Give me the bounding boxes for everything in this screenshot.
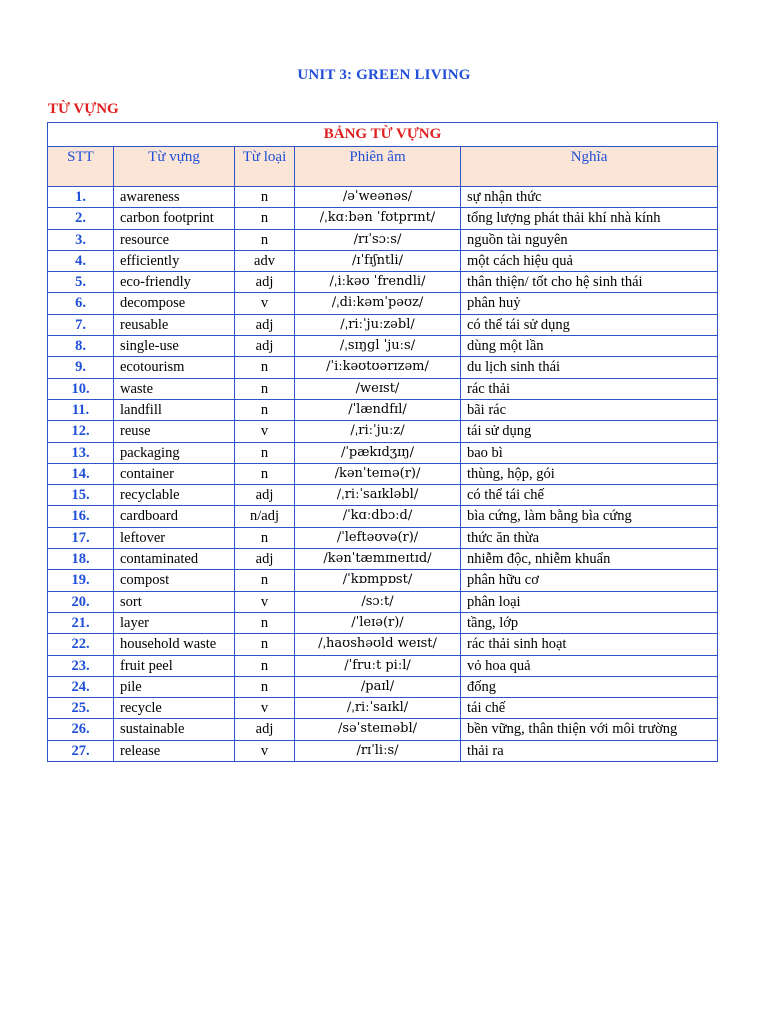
table-row — [48, 421, 718, 442]
table-row — [48, 527, 718, 548]
table-row — [48, 229, 718, 250]
row-part-of-speech: v — [235, 740, 295, 761]
header-stt: STT — [48, 147, 114, 187]
row-meaning: có thể tái chế — [461, 485, 718, 506]
row-number: 23. — [48, 655, 114, 676]
row-part-of-speech: adj — [235, 336, 295, 357]
row-meaning: tái chế — [461, 698, 718, 719]
table-row — [48, 463, 718, 484]
row-number: 25. — [48, 698, 114, 719]
row-part-of-speech: n — [235, 570, 295, 591]
row-part-of-speech: n — [235, 655, 295, 676]
table-row — [48, 378, 718, 399]
row-part-of-speech: n — [235, 442, 295, 463]
row-pronunciation: /rɪˈsɔːs/ — [295, 229, 461, 250]
table-body — [48, 187, 718, 762]
row-part-of-speech: n — [235, 378, 295, 399]
row-meaning: phân hữu cơ — [461, 570, 718, 591]
row-pronunciation: /ˌhaʊshəʊld weɪst/ — [295, 634, 461, 655]
row-meaning: có thể tái sử dụng — [461, 314, 718, 335]
row-pronunciation: /ˈkɑːdbɔːd/ — [295, 506, 461, 527]
vocabulary-table — [47, 122, 718, 762]
row-pronunciation: /ˌriːˈsaɪkləbl/ — [295, 485, 461, 506]
row-word: fruit peel — [114, 655, 235, 676]
row-part-of-speech: n — [235, 229, 295, 250]
row-meaning: bãi rác — [461, 399, 718, 420]
row-word: layer — [114, 612, 235, 633]
row-part-of-speech: adj — [235, 719, 295, 740]
row-part-of-speech: n — [235, 357, 295, 378]
row-part-of-speech: n — [235, 399, 295, 420]
row-part-of-speech: n — [235, 676, 295, 697]
row-word: ecotourism — [114, 357, 235, 378]
row-pronunciation: /ˌsɪŋɡl ˈjuːs/ — [295, 336, 461, 357]
row-meaning: nhiễm độc, nhiễm khuẩn — [461, 549, 718, 570]
row-number: 18. — [48, 549, 114, 570]
row-part-of-speech: adj — [235, 272, 295, 293]
header-word: Từ vựng — [114, 147, 235, 187]
row-meaning: thức ăn thừa — [461, 527, 718, 548]
row-word: awareness — [114, 187, 235, 208]
row-meaning: du lịch sinh thái — [461, 357, 718, 378]
table-row — [48, 740, 718, 761]
row-word: efficiently — [114, 250, 235, 271]
row-word: pile — [114, 676, 235, 697]
row-pronunciation: /kənˈteɪnə(r)/ — [295, 463, 461, 484]
row-number: 17. — [48, 527, 114, 548]
row-number: 24. — [48, 676, 114, 697]
row-word: landfill — [114, 399, 235, 420]
row-number: 4. — [48, 250, 114, 271]
row-pronunciation: /ˈkɒmpɒst/ — [295, 570, 461, 591]
row-meaning: phân loại — [461, 591, 718, 612]
table-row — [48, 442, 718, 463]
row-number: 13. — [48, 442, 114, 463]
row-word: eco-friendly — [114, 272, 235, 293]
row-number: 8. — [48, 336, 114, 357]
row-part-of-speech: v — [235, 698, 295, 719]
row-part-of-speech: v — [235, 421, 295, 442]
table-row — [48, 719, 718, 740]
row-pronunciation: /paɪl/ — [295, 676, 461, 697]
row-meaning: dùng một lần — [461, 336, 718, 357]
row-meaning: tái sử dụng — [461, 421, 718, 442]
row-part-of-speech: n — [235, 187, 295, 208]
row-meaning: phân huỷ — [461, 293, 718, 314]
row-pronunciation: /əˈweənəs/ — [295, 187, 461, 208]
row-meaning: thùng, hộp, gói — [461, 463, 718, 484]
row-number: 9. — [48, 357, 114, 378]
table-header-row — [48, 147, 718, 187]
table-row — [48, 272, 718, 293]
table-row — [48, 187, 718, 208]
table-row — [48, 655, 718, 676]
table-caption: BẢNG TỪ VỰNG — [48, 123, 718, 147]
row-number: 3. — [48, 229, 114, 250]
row-pronunciation: /ˈleftəʊvə(r)/ — [295, 527, 461, 548]
row-number: 26. — [48, 719, 114, 740]
row-word: reusable — [114, 314, 235, 335]
table-row — [48, 549, 718, 570]
row-pronunciation: /ˌriːˈjuːz/ — [295, 421, 461, 442]
row-part-of-speech: adj — [235, 549, 295, 570]
header-part-of-speech: Từ loại — [235, 147, 295, 187]
row-number: 12. — [48, 421, 114, 442]
row-word: resource — [114, 229, 235, 250]
row-part-of-speech: n/adj — [235, 506, 295, 527]
row-pronunciation: /ˌriːˈjuːzəbl/ — [295, 314, 461, 335]
unit-title: UNIT 3: GREEN LIVING — [297, 67, 471, 83]
table-row — [48, 570, 718, 591]
section-title: TỪ VỰNG — [48, 101, 119, 117]
row-number: 20. — [48, 591, 114, 612]
row-number: 5. — [48, 272, 114, 293]
row-pronunciation: /səˈsteɪnəbl/ — [295, 719, 461, 740]
row-meaning: thải ra — [461, 740, 718, 761]
table-row — [48, 250, 718, 271]
row-pronunciation: /ˈpækɪdʒɪŋ/ — [295, 442, 461, 463]
table-row — [48, 485, 718, 506]
table-caption-row — [48, 123, 718, 147]
row-number: 7. — [48, 314, 114, 335]
row-part-of-speech: adj — [235, 485, 295, 506]
row-word: cardboard — [114, 506, 235, 527]
row-word: packaging — [114, 442, 235, 463]
row-meaning: bìa cứng, làm bằng bìa cứng — [461, 506, 718, 527]
row-word: waste — [114, 378, 235, 399]
row-word: reuse — [114, 421, 235, 442]
row-pronunciation: /ˌriːˈsaɪkl/ — [295, 698, 461, 719]
row-word: decompose — [114, 293, 235, 314]
row-word: release — [114, 740, 235, 761]
header-meaning: Nghĩa — [461, 147, 718, 187]
row-part-of-speech: n — [235, 612, 295, 633]
header-pronunciation: Phiên âm — [295, 147, 461, 187]
row-word: single-use — [114, 336, 235, 357]
row-number: 16. — [48, 506, 114, 527]
row-number: 1. — [48, 187, 114, 208]
row-pronunciation: /ˈfruːt piːl/ — [295, 655, 461, 676]
row-word: recycle — [114, 698, 235, 719]
row-meaning: một cách hiệu quả — [461, 250, 718, 271]
row-number: 2. — [48, 208, 114, 229]
row-number: 11. — [48, 399, 114, 420]
row-pronunciation: /ɪˈfɪʃntli/ — [295, 250, 461, 271]
table-row — [48, 336, 718, 357]
row-part-of-speech: adv — [235, 250, 295, 271]
row-word: sort — [114, 591, 235, 612]
row-part-of-speech: adj — [235, 314, 295, 335]
row-pronunciation: /sɔːt/ — [295, 591, 461, 612]
row-word: container — [114, 463, 235, 484]
row-pronunciation: /ˈiːkəʊtʊərɪzəm/ — [295, 357, 461, 378]
table-row — [48, 314, 718, 335]
row-pronunciation: /ˌdiːkəmˈpəʊz/ — [295, 293, 461, 314]
row-meaning: tầng, lớp — [461, 612, 718, 633]
row-number: 21. — [48, 612, 114, 633]
row-pronunciation: /ˈlændfɪl/ — [295, 399, 461, 420]
row-meaning: vỏ hoa quả — [461, 655, 718, 676]
row-number: 10. — [48, 378, 114, 399]
row-number: 14. — [48, 463, 114, 484]
row-part-of-speech: n — [235, 208, 295, 229]
table-row — [48, 676, 718, 697]
row-meaning: rác thải — [461, 378, 718, 399]
row-pronunciation: /weɪst/ — [295, 378, 461, 399]
row-part-of-speech: v — [235, 293, 295, 314]
row-word: leftover — [114, 527, 235, 548]
row-meaning: đống — [461, 676, 718, 697]
row-pronunciation: /ˈleɪə(r)/ — [295, 612, 461, 633]
table-row — [48, 208, 718, 229]
row-word: household waste — [114, 634, 235, 655]
row-meaning: bao bì — [461, 442, 718, 463]
row-part-of-speech: n — [235, 634, 295, 655]
row-meaning: nguồn tài nguyên — [461, 229, 718, 250]
row-word: carbon footprint — [114, 208, 235, 229]
row-pronunciation: /ˌkɑːbən ˈfʊtprɪnt/ — [295, 208, 461, 229]
row-part-of-speech: n — [235, 463, 295, 484]
row-number: 15. — [48, 485, 114, 506]
row-number: 27. — [48, 740, 114, 761]
row-meaning: rác thải sinh hoạt — [461, 634, 718, 655]
row-meaning: sự nhận thức — [461, 187, 718, 208]
row-meaning: bền vững, thân thiện với môi trường — [461, 719, 718, 740]
row-word: contaminated — [114, 549, 235, 570]
table-row — [48, 634, 718, 655]
row-word: compost — [114, 570, 235, 591]
row-number: 22. — [48, 634, 114, 655]
table-row — [48, 293, 718, 314]
row-pronunciation: /kənˈtæmɪneɪtɪd/ — [295, 549, 461, 570]
row-word: recyclable — [114, 485, 235, 506]
row-pronunciation: /rɪˈliːs/ — [295, 740, 461, 761]
row-number: 6. — [48, 293, 114, 314]
row-meaning: tổng lượng phát thải khí nhà kính — [461, 208, 718, 229]
table-row — [48, 612, 718, 633]
table-row — [48, 506, 718, 527]
row-meaning: thân thiện/ tốt cho hệ sinh thái — [461, 272, 718, 293]
row-number: 19. — [48, 570, 114, 591]
table-row — [48, 591, 718, 612]
row-word: sustainable — [114, 719, 235, 740]
table-row — [48, 399, 718, 420]
table-row — [48, 698, 718, 719]
row-pronunciation: /ˌiːkəʊ ˈfrendli/ — [295, 272, 461, 293]
table-row — [48, 357, 718, 378]
row-part-of-speech: n — [235, 527, 295, 548]
row-part-of-speech: v — [235, 591, 295, 612]
